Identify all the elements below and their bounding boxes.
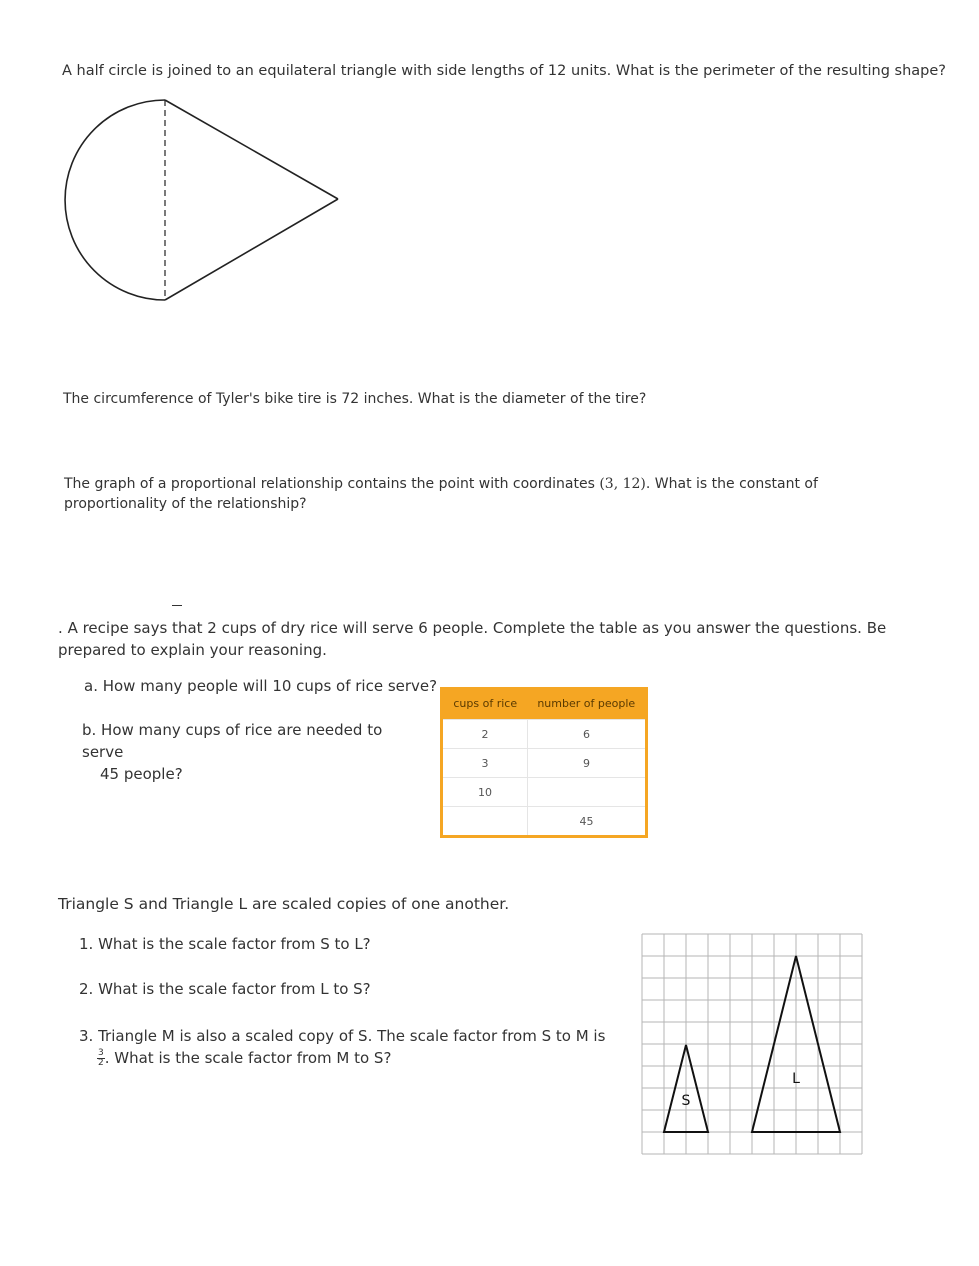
question-4-text <box>58 617 928 661</box>
half-circle-arc <box>65 100 165 300</box>
question-5-item-3-line2-wrap <box>79 1047 619 1069</box>
question-4-prefix: . <box>58 619 63 637</box>
question-4-part-b-line2: 45 people? <box>100 765 183 783</box>
stray-dash <box>172 605 182 606</box>
table-row <box>442 749 647 778</box>
fraction-three-halves <box>97 1049 105 1068</box>
table-cell: 6 <box>528 720 647 749</box>
table-cell: 45 <box>528 807 647 837</box>
header-cups-of-rice: cups of rice <box>442 687 528 720</box>
question-5-item-1: 1. What is the scale factor from S to L? <box>79 935 371 953</box>
question-4-part-a: a. How many people will 10 cups of rice serve? <box>84 677 438 695</box>
fraction-numerator: 3 <box>98 1048 104 1058</box>
header-number-of-people: number of people <box>528 687 647 720</box>
table-cell: 10 <box>442 778 528 807</box>
triangle-s-label: S <box>681 1093 691 1109</box>
fraction-denominator: 2 <box>98 1058 104 1068</box>
question-4-body: A recipe says that 2 cups of dry rice will serve 6 people. Complete the table as you answer the questions. Be prepared to explain your reasoning. <box>58 619 887 659</box>
semicircle-triangle-figure <box>60 95 350 310</box>
question-2-text: The circumference of Tyler's bike tire is 72 inches. What is the diameter of the tire? <box>63 391 647 407</box>
question-5-item-3 <box>79 1025 619 1069</box>
triangle-l-label: L <box>792 1071 800 1087</box>
table-cell: 9 <box>528 749 647 778</box>
question-3-text-after: . What is the constant of proportionality of the relationship? <box>64 476 818 512</box>
question-5-item-3-line1: 3. Triangle M is also a scaled copy of S. The scale factor from S to M is <box>79 1027 606 1045</box>
question-3-text <box>64 474 904 514</box>
table-cell: 2 <box>442 720 528 749</box>
table-row <box>442 778 647 807</box>
question-3-point: (3, 12) <box>599 476 646 492</box>
question-3-text-before: The graph of a proportional relationship contains the point with coordinates <box>64 476 600 492</box>
table-cell: 3 <box>442 749 528 778</box>
triangle-side-top <box>165 100 338 199</box>
question-5-item-3-line2: . What is the scale factor from M to S? <box>104 1049 392 1067</box>
table-header-row <box>442 687 647 720</box>
question-5-text: Triangle S and Triangle L are scaled copies of one another. <box>58 895 510 913</box>
rice-table <box>440 687 648 838</box>
question-5-item-2: 2. What is the scale factor from L to S? <box>79 980 371 998</box>
question-1-text: A half circle is joined to an equilateral triangle with side lengths of 12 units. What is the perimeter of the resulting shape? <box>62 63 946 79</box>
table-row <box>442 807 647 837</box>
question-4-part-b <box>82 719 422 785</box>
triangle-side-bottom <box>165 199 338 300</box>
scaled-triangles-grid <box>641 933 865 1157</box>
table-row <box>442 720 647 749</box>
table-cell-blank <box>442 807 528 837</box>
question-4-part-b-line1: b. How many cups of rice are needed to serve <box>82 721 383 761</box>
grid-lines <box>642 934 862 1154</box>
table-cell-blank <box>528 778 647 807</box>
